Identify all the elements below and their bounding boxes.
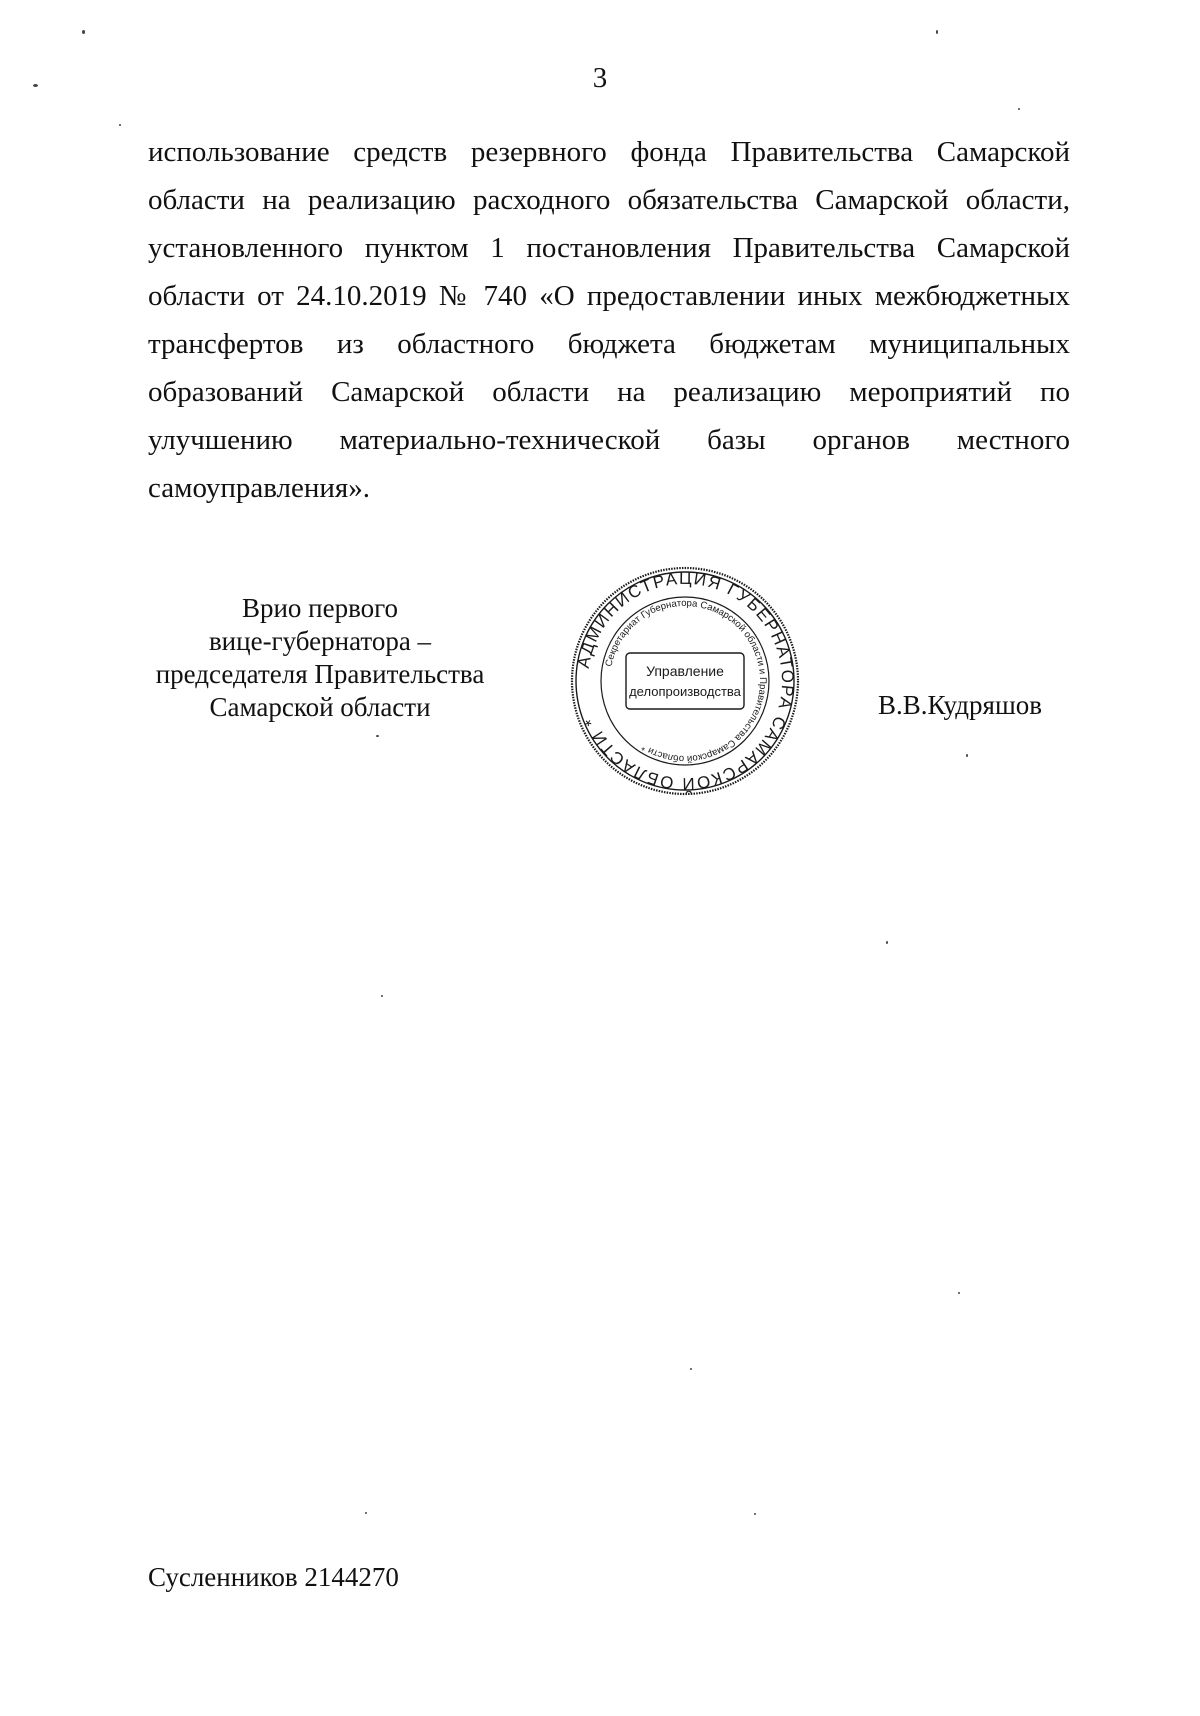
body-line: образований Самарской области на реализацию мероприятий по xyxy=(148,376,1070,408)
signatory-title-line: Самарской области xyxy=(209,692,431,722)
body-line: использование средств резервного фонда Правительства Самарской xyxy=(148,136,1070,168)
signatory-title-line: вице-губернатора – xyxy=(208,626,432,656)
scan-speck xyxy=(82,30,85,34)
body-line: самоуправления». xyxy=(148,472,371,504)
scan-speck xyxy=(119,124,121,126)
scan-speck xyxy=(958,1292,960,1294)
scan-speck xyxy=(33,84,38,87)
body-line: области от 24.10.2019 № 740 «О предоставлении иных межбюджетных xyxy=(148,280,1070,312)
scan-speck xyxy=(365,1512,367,1514)
body-line: установленного пунктом 1 постановления Правительства Самарской xyxy=(148,232,1070,264)
executor-contact: Сусленников 2144270 xyxy=(148,1562,399,1592)
stamp-outer-text: АДМИНИСТРАЦИЯ ГУБЕРНАТОРА САМАРСКОЙ ОБЛАСТИ * xyxy=(573,568,798,794)
signatory-title xyxy=(140,592,500,724)
body-line: улучшению материально-технической базы органов местного xyxy=(148,424,1070,456)
stamp-center-line: Управление xyxy=(646,663,724,679)
scan-speck xyxy=(1018,108,1020,110)
body-paragraph xyxy=(148,128,1070,512)
body-line: области на реализацию расходного обязательства Самарской области, xyxy=(148,184,1070,216)
stamp-inner-text: Секретариат Губернатора Самарской области и Правительства Самарской области * xyxy=(603,597,769,765)
body-line: трансфертов из областного бюджета бюджетам муниципальных xyxy=(148,328,1070,360)
scan-speck xyxy=(376,735,379,737)
scan-speck xyxy=(690,1368,692,1370)
scan-speck xyxy=(381,995,383,997)
scan-speck xyxy=(936,30,938,34)
scan-speck xyxy=(966,754,968,757)
scan-speck xyxy=(886,941,888,944)
stamp-center-line: делопроизводства xyxy=(629,684,741,699)
signatory-title-line: Врио первого xyxy=(241,593,399,623)
scan-speck xyxy=(754,1513,756,1515)
page-number: 3 xyxy=(592,62,608,94)
signatory-title-line: председателя Правительства xyxy=(155,659,485,689)
official-stamp xyxy=(569,565,801,797)
signer-name: В.В.Кудряшов xyxy=(878,690,1042,720)
